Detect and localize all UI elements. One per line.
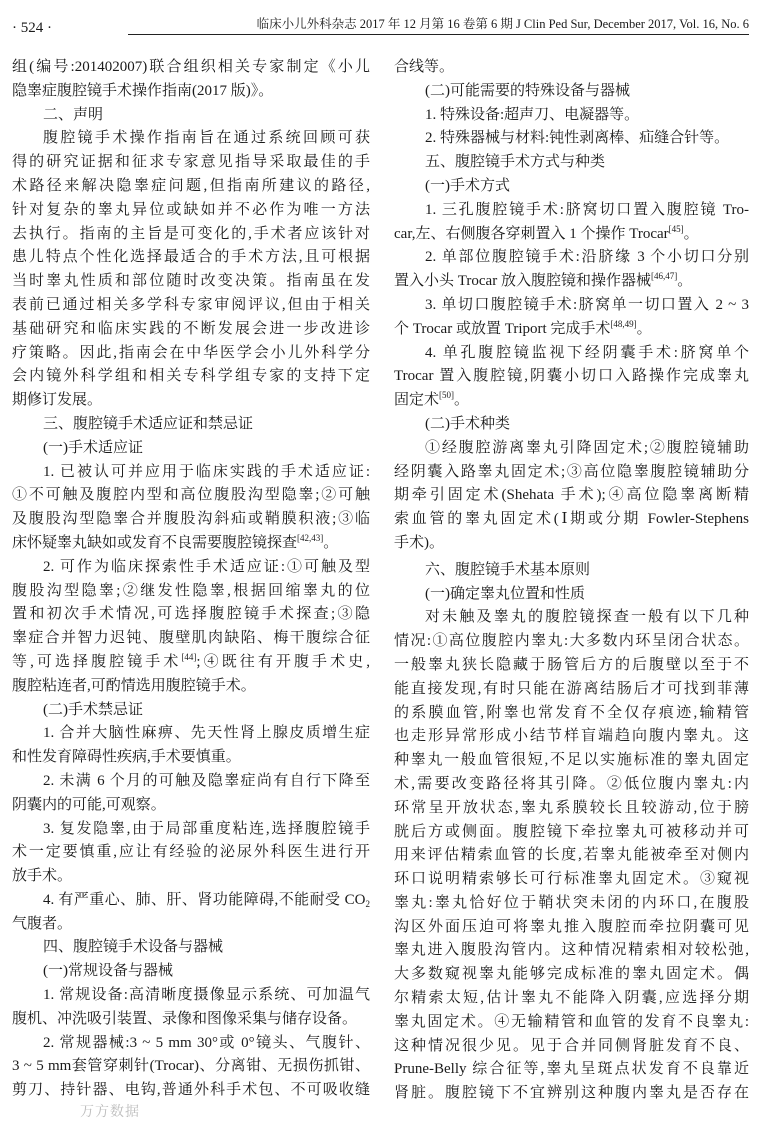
text-line xyxy=(394,508,749,532)
text-run: 2. 常规器械:3 ~ 5 mm 30°或 0°镜头、气腹针、 xyxy=(43,1034,370,1051)
text-run: 腹腔镜手术操作指南旨在通过系统回顾可获 xyxy=(43,130,370,147)
text-run: 合线等。 xyxy=(394,59,455,75)
text-run: (二)可能需要的特殊设备与器械 xyxy=(425,82,630,99)
text-line xyxy=(12,104,370,128)
text-line xyxy=(12,722,370,746)
text-line xyxy=(12,246,370,270)
text-line xyxy=(12,603,370,627)
text-line xyxy=(12,342,370,366)
text-run: 当时睾丸性质和部位随时改变决策。指南虽在发 xyxy=(12,273,370,290)
text-run: 术,需要改变路径将其引降。②低位腹内睾丸:内 xyxy=(394,775,749,792)
text-run: 及腹股沟型隐睾合并腹股沟斜疝或鞘膜积液;③临 xyxy=(12,511,370,528)
text-line xyxy=(12,865,370,889)
text-run: 去执行。指南的主旨是可变化的,手术者应该针对 xyxy=(12,225,370,242)
text-run: Trocar 置入腹腔镜,阴囊小切口入路操作完成睾丸 xyxy=(394,368,749,385)
text-run: 术一定要慎重,应让有经验的泌尿外科医生进行开 xyxy=(12,844,370,861)
text-run: 情况:①高位腹腔内睾丸:大多数内环呈闭合状态。 xyxy=(394,633,749,650)
text-run: 手术)。 xyxy=(394,534,444,551)
text-line xyxy=(394,702,749,726)
text-line xyxy=(394,175,749,199)
text-line xyxy=(394,916,749,940)
text-line xyxy=(12,1008,370,1032)
text-run: 睾丸进入腹股沟管内。这种情况精索相对较松弛, xyxy=(394,942,749,959)
text-line xyxy=(394,868,749,892)
text-run: 2. 可作为临床探索性手术适应证:①可触及型 xyxy=(43,558,370,575)
text-line xyxy=(12,841,370,865)
text-run: 患儿特点个性化选择最适合的手术方法,且可根据 xyxy=(12,249,370,266)
text-run: 。 xyxy=(323,534,339,551)
text-line xyxy=(394,532,749,556)
citation-superscript: [45] xyxy=(668,223,684,234)
text-run: 经阴囊入路睾丸固定术;③高位隐睾腹腔镜辅助分 xyxy=(394,463,749,480)
text-run: Prune-Belly 综合征等,睾丸呈斑点状发育不良靠近 xyxy=(394,1061,749,1078)
text-run: ①经腹腔游离睾丸引降固定术;②腹腔镜辅助 xyxy=(425,439,749,456)
text-run: 用来评估精索血管的长度,若睾丸能被牵至对侧内 xyxy=(394,847,749,864)
header-rule xyxy=(128,34,749,35)
text-run: 4. 有严重心、肺、肝、肾功能障碍,不能耐受 CO xyxy=(43,891,366,908)
text-run: 大多数窥视睾丸能够完成标准的睾丸固定术。偶 xyxy=(394,966,749,983)
text-line xyxy=(394,389,749,413)
text-run: 五、腹腔镜手术方式与种类 xyxy=(425,154,606,171)
text-line xyxy=(12,889,370,913)
text-run: 肾脏。腹腔镜下不宜辨别这种腹内睾丸是否存在 xyxy=(394,1085,749,1102)
text-line xyxy=(394,987,749,1011)
text-line xyxy=(12,270,370,294)
citation-superscript: [48,49] xyxy=(610,318,637,329)
text-run: 睾丸固定术。④无输精管和血管的发育不良睾丸: xyxy=(394,1013,749,1030)
text-run: 阴囊内的可能,可观察。 xyxy=(12,796,166,813)
text-line xyxy=(12,175,370,199)
text-line xyxy=(12,151,370,175)
text-run: 固定术 xyxy=(394,392,440,409)
text-line xyxy=(12,580,370,604)
text-run: 会内镜外科学组和相关专科学组专家的支持下定 xyxy=(12,368,370,385)
text-run: 腹股沟型隐睾;②继发性隐睾,根据回缩睾丸的位 xyxy=(12,582,370,599)
text-line xyxy=(394,127,749,151)
text-line xyxy=(12,794,370,818)
text-run: 得的研究证据和征求专家意见指导采取最佳的手 xyxy=(12,154,370,171)
text-line xyxy=(394,1082,749,1106)
text-run: 腹腔粘连者,可酌情选用腹腔镜手术。 xyxy=(12,677,256,694)
text-line xyxy=(394,270,749,294)
text-line xyxy=(12,199,370,223)
page-number: · 524 · xyxy=(12,20,52,36)
text-run: 术路径来解决隐睾症问题,但指南所建议的路径, xyxy=(12,177,370,194)
text-run: 睾症合并智力迟钝、腹壁肌肉缺陷、梅干腹综合征 xyxy=(12,630,370,647)
text-run: 三、腹腔镜手术适应证和禁忌证 xyxy=(43,415,254,432)
subscript: 2 xyxy=(365,898,370,909)
text-line xyxy=(394,223,749,247)
text-line xyxy=(394,461,749,485)
text-line xyxy=(12,365,370,389)
text-line xyxy=(394,559,749,583)
right-column xyxy=(394,56,749,1106)
text-run: 四、腹腔镜手术设备与器械 xyxy=(43,939,224,956)
text-run: 种睾丸一般血管很短,不足以实施标准的睾丸固定 xyxy=(394,752,749,769)
text-run: 胱后方或侧面。腹腔镜下牵拉睾丸可被移动并可 xyxy=(394,823,749,840)
text-line xyxy=(394,1035,749,1059)
text-line xyxy=(394,821,749,845)
text-run: 1. 合并大脑性麻痹、先天性肾上腺皮质增生症 xyxy=(43,725,370,742)
watermark: 万方数据 xyxy=(80,1105,140,1120)
text-run: 2. 未满 6 个月的可触及隐睾症尚有自行下降至 xyxy=(43,772,370,789)
text-line xyxy=(394,749,749,773)
text-run: (一)常规设备与器械 xyxy=(43,963,173,980)
text-run: 表前已通过相关多学科专家审阅评议,但由于相关 xyxy=(12,296,370,313)
text-run: 3. 单切口腹腔镜手术:脐窝单一切口置入 2 ~ 3 xyxy=(425,296,749,313)
text-line xyxy=(394,151,749,175)
text-line xyxy=(394,104,749,128)
text-run: 放手术。 xyxy=(12,868,73,885)
text-line xyxy=(12,461,370,485)
text-run: 隐睾症腹腔镜手术操作指南(2017 版)》。 xyxy=(12,82,274,99)
citation-superscript: [44] xyxy=(181,651,197,662)
text-line xyxy=(12,984,370,1008)
text-line xyxy=(394,199,749,223)
text-run: 。 xyxy=(454,392,470,409)
text-run: 尔精索太短,估计睾丸不能降入阴囊,应选择分期 xyxy=(394,990,749,1007)
text-run: 这种情况很少见。见于合并同侧肾脏发育不良、 xyxy=(394,1037,749,1054)
text-line xyxy=(12,294,370,318)
text-line xyxy=(394,630,749,654)
text-run: 置入小头 Trocar 放入腹腔镜和操作器械 xyxy=(394,273,651,290)
text-run: 组(编号:201402007)联合组织相关专家制定《小儿 xyxy=(12,59,370,75)
text-line xyxy=(394,797,749,821)
text-line xyxy=(12,532,370,556)
text-line xyxy=(12,699,370,723)
text-run: 个 Trocar 或放置 Triport 完成手术 xyxy=(394,320,611,337)
text-run: 。 xyxy=(677,273,693,290)
text-run: ;④既往有开腹手术史, xyxy=(196,653,370,670)
text-run: 沟区外面压迫可将睾丸推入腹腔而牵拉阴囊可见 xyxy=(394,918,749,935)
text-run: 能直接发现,有时只能在游离结肠后才可找到菲薄 xyxy=(394,680,749,697)
text-run: 等,可选择腹腔镜手术 xyxy=(12,653,182,670)
text-run: 索血管的睾丸固定术(Ⅰ期或分期 Fowler-Stephens xyxy=(394,511,749,528)
text-line xyxy=(12,913,370,937)
text-run: 的系膜血管,附睾也常发育不全仅存痕迹,输精管 xyxy=(394,704,749,721)
text-run: 气腹者。 xyxy=(12,915,73,932)
text-line xyxy=(394,606,749,630)
left-column xyxy=(12,56,370,1103)
citation-superscript: [50] xyxy=(439,390,455,401)
text-line xyxy=(12,56,370,80)
text-line xyxy=(12,627,370,651)
text-line xyxy=(394,484,749,508)
text-line xyxy=(12,318,370,342)
text-line xyxy=(12,389,370,413)
text-line xyxy=(394,413,749,437)
text-line xyxy=(394,365,749,389)
text-line xyxy=(394,1058,749,1082)
text-run: 环常呈开放状态,睾丸系膜较长且较游动,位于膀 xyxy=(394,799,749,816)
text-run: 和性发育障碍性疾病,手术要慎重。 xyxy=(12,749,241,766)
text-line xyxy=(394,246,749,270)
text-line xyxy=(12,80,370,104)
text-line xyxy=(394,1011,749,1035)
text-run: 剪刀、持针器、电钩,普通外科手术包、不可吸收缝 xyxy=(12,1082,370,1099)
text-line xyxy=(394,725,749,749)
text-line xyxy=(394,939,749,963)
text-line xyxy=(394,583,749,607)
text-run: 期修订发展。 xyxy=(12,392,103,409)
text-line xyxy=(394,342,749,366)
text-line xyxy=(12,936,370,960)
text-line xyxy=(12,960,370,984)
text-line xyxy=(394,318,749,342)
text-run: (一)手术适应证 xyxy=(43,439,143,456)
running-head xyxy=(128,14,749,32)
running-head-text: 临床小儿外科杂志 2017 年 12 月第 16 卷第 6 期 J Clin Ped Sur, December 2017, Vol. 16, No. 6 xyxy=(256,17,749,31)
text-run: 3. 复发隐睾,由于局部重度粘连,选择腹腔镜手 xyxy=(43,820,370,837)
text-run: 。 xyxy=(683,225,699,242)
citation-superscript: [46,47] xyxy=(650,271,678,282)
text-run: 期牵引固定术(Shehata 手术);④高位隐睾离断精 xyxy=(394,487,749,504)
text-run: 也走形异常形成小结节样盲端趋向腹内睾丸。这 xyxy=(394,728,749,745)
text-line xyxy=(12,413,370,437)
text-run: 3 ~ 5 mm套管穿刺针(Trocar)、分离钳、无损伤抓钳、 xyxy=(12,1058,370,1075)
text-line xyxy=(12,223,370,247)
text-run: 。 xyxy=(636,320,652,337)
text-line xyxy=(12,484,370,508)
text-run: 一般睾丸狭长隐藏于肠管后方的后腹壁以至于不 xyxy=(394,656,749,673)
text-run: 六、腹腔镜手术基本原则 xyxy=(425,561,591,578)
text-line xyxy=(394,773,749,797)
text-line xyxy=(394,844,749,868)
text-run: 对未触及睾丸的腹腔镜探查一般有以下几种 xyxy=(425,609,749,626)
text-line xyxy=(394,963,749,987)
text-line xyxy=(12,746,370,770)
text-line xyxy=(394,80,749,104)
text-run: car,左、右侧腹各穿刺置入 1 个操作 Trocar xyxy=(394,225,669,242)
text-run: 床怀疑睾丸缺如或发育不良需要腹腔镜探查 xyxy=(12,534,298,551)
text-run: 环口说明精索够长可行标准睾丸固定术。③窥视 xyxy=(394,871,749,888)
text-run: 2. 单部位腹腔镜手术:沿脐缘 3 个小切口分别 xyxy=(425,249,749,266)
text-line xyxy=(12,675,370,699)
text-run: 腹机、冲洗吸引装置、录像和图像采集与储存设备。 xyxy=(12,1010,358,1027)
text-run: (一)手术方式 xyxy=(425,177,510,194)
text-line xyxy=(394,437,749,461)
text-run: 1. 已被认可并应用于临床实践的手术适应证: xyxy=(43,463,370,480)
text-run: 基础研究和临床实践的不断发展会进一步改进诊 xyxy=(12,320,370,337)
text-line xyxy=(12,556,370,580)
text-run: (一)确定睾丸位置和性质 xyxy=(425,585,585,602)
text-line xyxy=(12,437,370,461)
text-line xyxy=(394,678,749,702)
text-line xyxy=(394,892,749,916)
text-run: 2. 特殊器械与材料:钝性剥离棒、疝缝合针等。 xyxy=(425,130,730,147)
text-run: (二)手术种类 xyxy=(425,415,510,432)
text-line xyxy=(12,1032,370,1056)
text-line xyxy=(394,294,749,318)
text-line xyxy=(12,818,370,842)
text-run: 针对复杂的睾丸异位或缺如并不必作为唯一方法 xyxy=(12,201,370,218)
citation-superscript: [42,43] xyxy=(297,532,324,543)
text-line xyxy=(12,1055,370,1079)
text-line xyxy=(12,1079,370,1103)
text-run: 1. 常规设备:高清晰度摄像显示系统、可加温气 xyxy=(43,987,370,1004)
text-run: (二)手术禁忌证 xyxy=(43,701,143,718)
text-line xyxy=(12,127,370,151)
text-run: 1. 三孔腹腔镜手术:脐窝切口置入腹腔镜 Tro- xyxy=(425,201,749,218)
text-run: 1. 特殊设备:超声刀、电凝器等。 xyxy=(425,106,640,123)
text-run: 二、声明 xyxy=(43,106,104,123)
text-run: 4. 单孔腹腔镜监视下经阴囊手术:脐窝单个 xyxy=(425,344,749,361)
text-line xyxy=(394,56,749,80)
text-line xyxy=(12,651,370,675)
text-line xyxy=(12,508,370,532)
text-line xyxy=(394,654,749,678)
text-run: 疗策略。因此,指南会在中华医学会小儿外科学分 xyxy=(12,344,370,361)
text-line xyxy=(12,770,370,794)
text-run: 睾丸:睾丸恰好位于鞘状突未闭的内环口,在腹股 xyxy=(394,894,749,911)
text-run: ①不可触及腹腔内型和高位腹股沟型隐睾;②可触 xyxy=(12,487,370,504)
text-run: 置和初次手术情况,可选择腹腔镜手术探查;③隐 xyxy=(12,606,370,623)
